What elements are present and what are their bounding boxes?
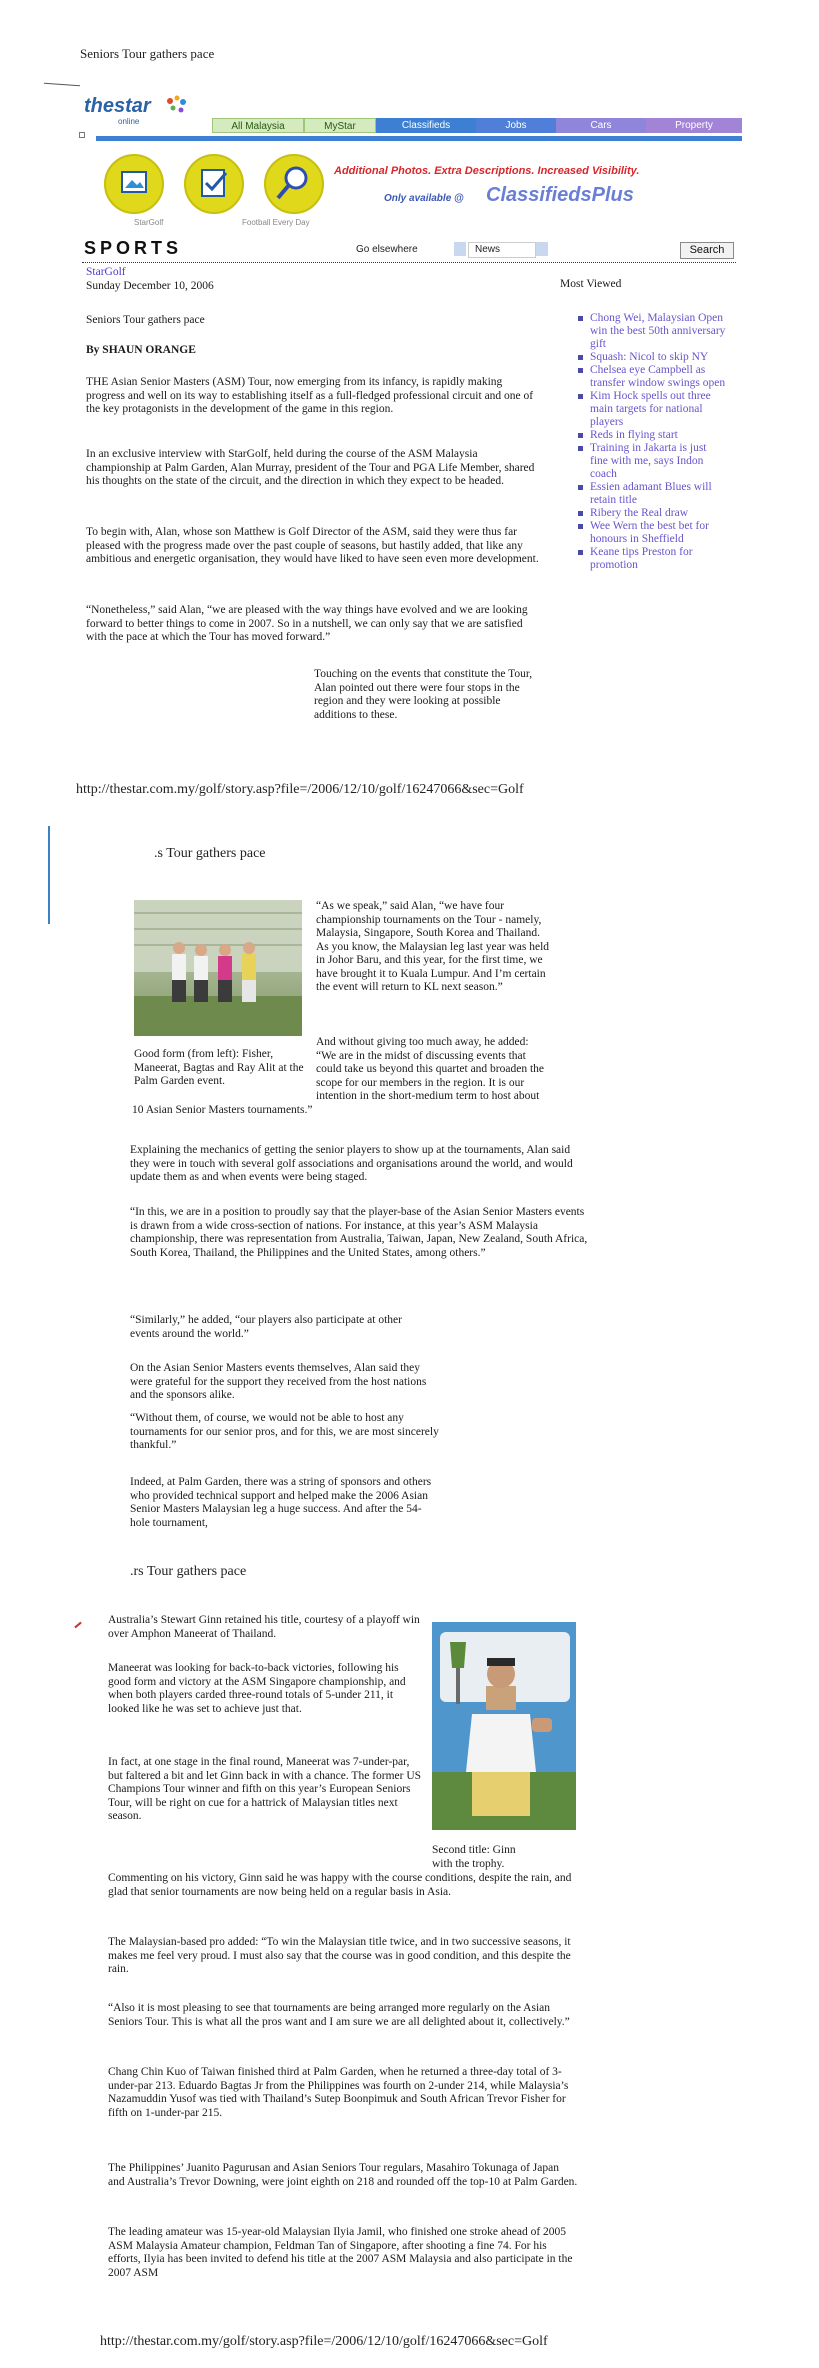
site-logo[interactable] (84, 95, 194, 135)
most-viewed-item[interactable]: Squash: Nicol to skip NY (576, 351, 726, 364)
logo-online-text: online (118, 117, 140, 126)
logo-text: thestar (84, 95, 151, 117)
article-paragraph: To begin with, Alan, whose son Matthew is Golf Director of the ASM, said they were thus far pleased with the progress made over the past couple of seasons, but hastily added, that like any ambitious and energetic organisation, they would have liked to have seen even more development. (86, 526, 539, 565)
most-viewed-item[interactable]: Keane tips Preston for promotion (576, 546, 726, 572)
photo-caption: Good form (from left): Fisher, Maneerat, Bagtas and Ray Alit at the Palm Garden event. (134, 1048, 304, 1087)
nav-all-malaysia[interactable]: All Malaysia (212, 118, 304, 133)
go-elsewhere-select[interactable]: News (468, 242, 536, 258)
magnifier-icon (266, 156, 322, 212)
print-footer-url: http://thestar.com.my/golf/story.asp?file=/2006/12/10/golf/16247066&sec=Golf (76, 782, 524, 797)
article-paragraph: Commenting on his victory, Ginn said he was happy with the course conditions, despite the rain, and glad that senior tournaments are now being held on a regular basis in Asia. (108, 1872, 572, 1898)
breadcrumb[interactable]: StarGolf (86, 266, 126, 278)
most-viewed-item[interactable]: Kim Hock spells out three main targets for national players (576, 390, 726, 429)
edge-mark (74, 1622, 81, 1629)
ad-available: Only available @ (384, 193, 464, 204)
article-paragraph: “Similarly,” he added, “our players also participate at other events around the world.” (130, 1314, 402, 1340)
star-burst-icon (164, 95, 190, 117)
article-paragraph: “As we speak,” said Alan, “we have four championship tournaments on the Tour - namely, Malaysia, Singapore, South Korea and Thailand. As you know, the Malaysian leg last year was held in Johor Baru, and this year, for the first time, we have brought it to Kuala Lumpur. And I’m certain the event will return to KL next season.” (316, 900, 550, 993)
check-icon (186, 156, 242, 212)
print-header: Seniors Tour gathers pace (80, 46, 215, 61)
nav-jobs[interactable]: Jobs (476, 118, 556, 133)
pullout-text: Touching on the events that constitute the Tour, Alan pointed out there were four stops in the region and they were looking at possible additions to these. (314, 668, 533, 721)
page-title: .rs Tour gathers pace (130, 1564, 247, 1579)
article-headline: Seniors Tour gathers pace (86, 314, 205, 326)
article-paragraph: Explaining the mechanics of getting the senior players to show up at the tournaments, Alan said they were in touch with several golf associations and organisations around the world, and would update them as and when events were being staged. (130, 1144, 573, 1183)
most-viewed-item[interactable]: Wee Wern the best bet for honours in Sheffield (576, 520, 726, 546)
photo-icon (106, 156, 162, 212)
go-elsewhere-arrow[interactable] (454, 242, 466, 256)
nav-mystar[interactable]: MyStar (304, 118, 376, 133)
article-paragraph: Australia’s Stewart Ginn retained his title, courtesy of a playoff win over Amphon Maneerat of Thailand. (108, 1614, 420, 1640)
article-date: Sunday December 10, 2006 (86, 280, 214, 292)
corner-mark (44, 83, 80, 87)
article-paragraph: In fact, at one stage in the final round, Maneerat was 7-under-par, but faltered a bit and let Ginn back in with a chance. The former US Champions Tour winner and fifth on this year’s European Seniors Tour, will be right on cue for a hattrick of Malaysian titles next season. (108, 1756, 422, 1822)
article-paragraph: The Malaysian-based pro added: “To win the Malaysian title twice, and in two successive seasons, it makes me feel very proud. I must also say that the course was in good condition, and this despite the rain. (108, 1936, 571, 1975)
article-paragraph: On the Asian Senior Masters events themselves, Alan said they were grateful for the support they received from the host nations and the sponsors alike. (130, 1362, 427, 1401)
article-paragraph: “In this, we are in a position to proudly say that the player-base of the Asian Senior Masters events is drawn from a wide cross-section of nations. For instance, at this year’s ASM Malaysia championship, there was representation from Australia, Taiwan, Japan, New Zealand, South Africa, South Korea, Thailand, the Philippines and the United States, among others.” (130, 1206, 588, 1259)
most-viewed-item[interactable]: Chong Wei, Malaysian Open win the best 50th anniversary gift (576, 312, 726, 351)
article-paragraph: “Without them, of course, we would not be able to host any tournaments for our senior pros, and for this, we are most sincerely thankful.” (130, 1412, 439, 1451)
golfers-photo (134, 900, 302, 1036)
most-viewed-item[interactable]: Reds in flying start (576, 429, 726, 442)
trophy-photo-art (432, 1622, 576, 1830)
article-paragraph: “Nonetheless,” said Alan, “we are pleased with the way things have evolved and we are looking forward to better things to come in 2007. So in a nutshell, we can only say that we are satisfied with the pace at which the Tour has moved forward.” (86, 604, 528, 643)
section-title: SPORTS (84, 238, 183, 258)
article-paragraph: Maneerat was looking for back-to-back victories, following his good form and victory at the ASM Singapore championship, and when both players carded three-round totals of 5-under 211, it looked like he was set to achieve just that. (108, 1662, 406, 1715)
most-viewed-list (576, 312, 726, 572)
banner-magnifier-icon[interactable] (264, 154, 324, 214)
article-paragraph: THE Asian Senior Masters (ASM) Tour, now emerging from its infancy, is rapidly making progress and well on its way to establishing itself as a full-fledged professional circuit and one of the key protagonists in the development of the game in this region. (86, 376, 534, 415)
ad-tagline: Additional Photos. Extra Descriptions. Increased Visibility. (334, 165, 640, 177)
trophy-photo (432, 1622, 576, 1830)
margin-line (48, 826, 50, 924)
article-paragraph: The leading amateur was 15-year-old Malaysian Ilyia Jamil, who finished one stroke ahead of 2005 ASM Malaysia Amateur champion, Feldman Tan of Singapore, after shooting a fine 74. For his efforts, Ilyia has been invited to defend his title at the 2007 ASM Malaysia and also participate in the 2007 ASM (108, 2226, 573, 2279)
byline: By SHAUN ORANGE (86, 344, 196, 356)
most-viewed-item[interactable]: Ribery the Real draw (576, 507, 726, 520)
nav-cars[interactable]: Cars (556, 118, 646, 133)
golfers-photo-art (134, 900, 302, 1036)
sports-divider (82, 262, 736, 263)
nav-underline (96, 136, 742, 141)
article-paragraph: In an exclusive interview with StarGolf, held during the course of the ASM Malaysia championship at Palm Garden, Alan Murray, president of the Tour and PGA Life Member, shared his thoughts on the state of the circuit, and the direction in which they expect to be headed. (86, 448, 535, 487)
search-button[interactable]: Search (680, 242, 734, 259)
banner-check-icon[interactable] (184, 154, 244, 214)
most-viewed-title: Most Viewed (560, 278, 622, 290)
most-viewed-item[interactable]: Chelsea eye Campbell as transfer window swings open (576, 364, 726, 390)
go-select-arrow[interactable] (536, 242, 548, 256)
article-paragraph: 10 Asian Senior Masters tournaments.” (132, 1104, 313, 1116)
nav-classifieds[interactable]: Classifieds (376, 118, 476, 133)
article-paragraph: “Also it is most pleasing to see that tournaments are being arranged more regularly on the Asian Seniors Tour. This is what all the pros want and I am sure we are all delighted about it, collectively.” (108, 2002, 570, 2028)
go-elsewhere-label: Go elsewhere (356, 244, 418, 255)
nav-property[interactable]: Property (646, 118, 742, 133)
article-paragraph: Chang Chin Kuo of Taiwan finished third at Palm Garden, when he returned a three-day total of 3-under-par 213. Eduardo Bagtas Jr from the Philippines was fourth on 2-under 214, while Malaysia’s Nazamuddin Yusof was tied with Thailand’s Sutep Boonpimuk and South African Trevor Fisher for fifth on 1-under-par 215. (108, 2066, 569, 2119)
banner-label-stargolf: StarGolf (134, 218, 164, 227)
photo-caption: Second title: Ginn with the trophy. (432, 1844, 516, 1870)
banner-photo-icon[interactable] (104, 154, 164, 214)
article-paragraph: Indeed, at Palm Garden, there was a string of sponsors and others who provided technical support and helped make the 2006 Asian Senior Masters Malaysian leg a huge success. And after the 54-hole tournament, (130, 1476, 432, 1529)
print-footer-url: http://thestar.com.my/golf/story.asp?file=/2006/12/10/golf/16247066&sec=Golf (100, 2334, 548, 2349)
most-viewed-item[interactable]: Training in Jakarta is just fine with me, says Indon coach (576, 442, 726, 481)
page-title: .s Tour gathers pace (154, 846, 266, 861)
top-nav (212, 118, 742, 133)
article-paragraph: The Philippines’ Juanito Pagurusan and Asian Seniors Tour regulars, Masahiro Tokunaga of Japan and Australia’s Trevor Downing, were joint eighth on 218 and rounded off the top-10 at Palm Garden. (108, 2162, 578, 2188)
banner-label-football: Football Every Day (242, 218, 310, 227)
most-viewed-item[interactable]: Essien adamant Blues will retain title (576, 481, 726, 507)
ad-brand[interactable]: ClassifiedsPlus (486, 184, 634, 206)
article-paragraph: And without giving too much away, he added: “We are in the midst of discussing events that could take us beyond this quartet and broaden the scope for our members in the region. It is our intention in the short-medium term to host about (316, 1036, 545, 1102)
